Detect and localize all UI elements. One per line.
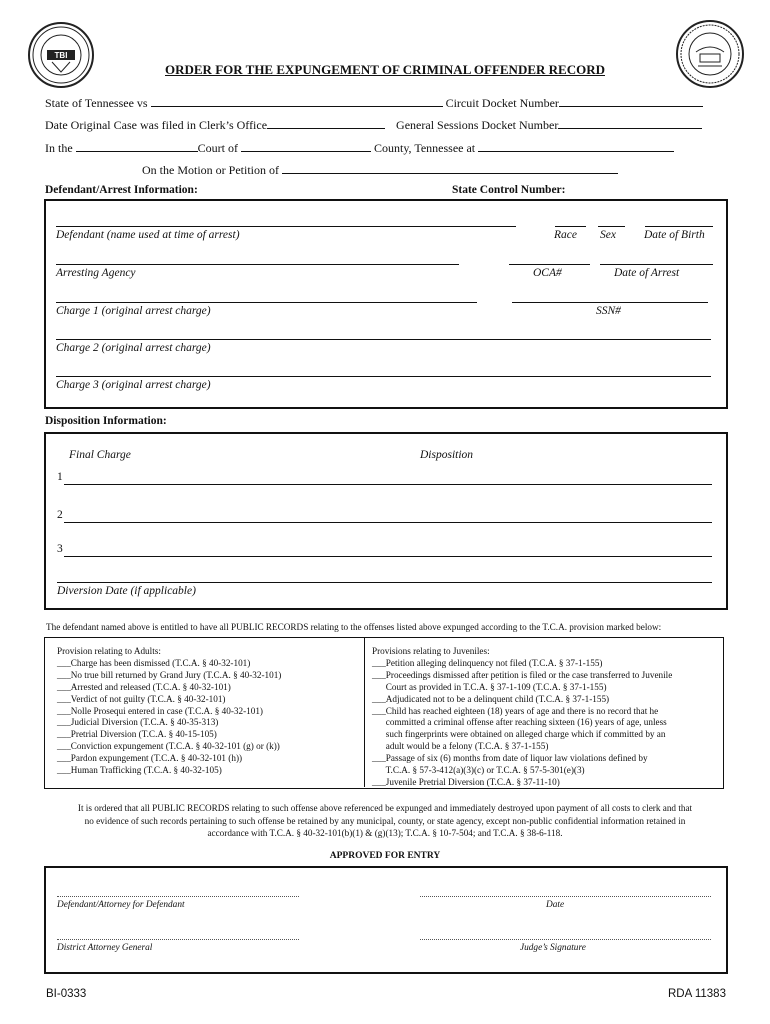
court-of-label: Court of (197, 141, 238, 155)
date-filed-label: Date Original Case was filed in Clerk’s Office (45, 118, 268, 132)
dob-label: Date of Birth (644, 229, 705, 241)
ssn-label: SSN# (596, 305, 621, 317)
circuit-docket-field[interactable] (559, 95, 703, 107)
adult-item[interactable]: ___Human Trafficking (T.C.A. § 40-32-105) (57, 765, 222, 776)
judge-signature-line[interactable] (420, 939, 711, 940)
court-line (45, 140, 674, 156)
juvenile-item[interactable]: such fingerprints were obtained on alleged charge which if committed by an (372, 729, 666, 740)
sex-label: Sex (600, 229, 616, 241)
row-number-3: 3 (57, 543, 63, 555)
sex-line[interactable] (598, 226, 625, 227)
order-text-line: no evidence of such records pertaining to such offense be retained by any municipal, county, or state agency, except non-public confidential information retained in (84, 815, 686, 826)
race-label: Race (554, 229, 577, 241)
adult-item[interactable]: ___Verdict of not guilty (T.C.A. § 40-32-101) (57, 693, 226, 704)
date-filed-field[interactable] (267, 117, 385, 129)
approved-heading: APPROVED FOR ENTRY (329, 851, 441, 861)
rda-number: RDA 11383 (668, 988, 726, 1000)
juvenile-provisions-heading: Provisions relating to Juveniles: (372, 646, 490, 656)
adult-item[interactable]: ___No true bill returned by Grand Jury (T.C.A. § 40-32-101) (57, 669, 282, 680)
defendant-name-line[interactable] (56, 226, 516, 227)
disposition-section-label: Disposition Information: (45, 415, 167, 427)
row-number-2: 2 (57, 509, 63, 521)
juvenile-provisions (372, 646, 672, 789)
juvenile-item[interactable]: ___Petition alleging delinquency not filed (T.C.A. § 37-1-155) (372, 657, 603, 668)
order-text-line: accordance with T.C.A. § 40-32-101(b)(1) & (g)(13); T.C.A. § 10-7-504; and T.C.A. § 38-6-118. (207, 828, 563, 838)
entitled-text: The defendant named above is entitled to have all PUBLIC RECORDS relating to the offenses listed above expunged according to the T.C.A. provision marked below: (46, 622, 662, 632)
order-text-line: It is ordered that all PUBLIC RECORDS relating to such offense above referenced be expunged and immediately destroyed upon payment of all costs to clerk and that (77, 803, 693, 813)
adult-item[interactable]: ___Judicial Diversion (T.C.A. § 40-35-313) (57, 717, 219, 728)
adult-provisions (57, 646, 281, 777)
charge1-label: Charge 1 (original arrest charge) (56, 305, 211, 317)
adult-item[interactable]: ___Arrested and released (T.C.A. § 40-32-101) (57, 681, 231, 692)
city-field[interactable] (478, 140, 674, 152)
disposition-row-2-line[interactable] (64, 522, 712, 523)
oca-line[interactable] (509, 264, 590, 265)
juvenile-item[interactable]: ___Child has reached eighteen (18) years of age and there is no record that he (372, 705, 659, 716)
county-label: County, Tennessee at (374, 141, 476, 155)
form-number: BI-0333 (46, 988, 87, 1000)
state-vs-label: State of Tennessee vs (45, 96, 148, 110)
judge-signature-label: Judge’s Signature (520, 943, 586, 953)
charge2-line[interactable] (56, 339, 711, 340)
svg-text:TBI: TBI (54, 51, 68, 60)
charge1-line[interactable] (56, 302, 477, 303)
general-sessions-field[interactable] (558, 117, 702, 129)
court-type-field[interactable] (76, 140, 198, 152)
diversion-line[interactable] (57, 582, 712, 583)
race-line[interactable] (555, 226, 586, 227)
juvenile-item[interactable]: committed a criminal offense after reaching sixteen (16) years of age, unless (372, 717, 667, 728)
final-charge-label: Final Charge (69, 449, 131, 461)
motion-line (142, 162, 618, 178)
page-title: ORDER FOR THE EXPUNGEMENT OF CRIMINAL OFFENDER RECORD (165, 62, 605, 77)
charge3-line[interactable] (56, 376, 711, 377)
adult-provisions-list (57, 658, 281, 777)
motion-field[interactable] (282, 162, 618, 174)
date-signature-line[interactable] (420, 896, 711, 897)
dob-line[interactable] (645, 226, 713, 227)
order-text (0, 802, 770, 840)
state-vs-line (45, 95, 703, 111)
provisions-divider (364, 637, 365, 787)
charge2-label: Charge 2 (original arrest charge) (56, 342, 211, 354)
motion-label: On the Motion or Petition of (142, 163, 279, 177)
da-signature-label: District Attorney General (57, 943, 153, 953)
disposition-label: Disposition (420, 449, 474, 461)
signatures-box (44, 866, 728, 974)
defendant-name-label: Defendant (name used at time of arrest) (56, 229, 240, 241)
agency-label: Arresting Agency (56, 267, 136, 279)
defendant-signature-line[interactable] (57, 896, 299, 897)
juvenile-item[interactable]: ___Adjudicated not to be a delinquent child (T.C.A. § 37-1-155) (372, 693, 610, 704)
adult-item[interactable]: ___Conviction expungement (T.C.A. § 40-32-101 (g) or (k)) (57, 741, 280, 752)
juvenile-provisions-list (372, 658, 672, 789)
tbi-seal-logo (28, 22, 94, 88)
adult-item[interactable]: ___Charge has been dismissed (T.C.A. § 40-32-101) (57, 657, 251, 668)
state-control-label: State Control Number: (452, 184, 566, 196)
defendant-signature-label: Defendant/Attorney for Defendant (57, 900, 185, 910)
date-signature-label: Date (546, 900, 565, 910)
row-number-1: 1 (57, 471, 63, 483)
date-arrest-line[interactable] (600, 264, 713, 265)
adult-item[interactable]: ___Pretrial Diversion (T.C.A. § 40-15-105) (57, 729, 217, 740)
adult-item[interactable]: ___Pardon expungement (T.C.A. § 40-32-101 (h)) (57, 753, 243, 764)
adult-provisions-heading: Provision relating to Adults: (57, 646, 161, 656)
juvenile-item[interactable]: Court as provided in T.C.A. § 37-1-109 (T.C.A. § 37-1-155) (372, 681, 607, 692)
disposition-row-1-line[interactable] (64, 484, 712, 485)
defendant-section-label: Defendant/Arrest Information: (45, 184, 198, 196)
juvenile-item[interactable]: ___Proceedings dismissed after petition is filed or the case transferred to Juvenile (372, 669, 673, 680)
date-filed-line (45, 117, 702, 133)
disposition-row-3-line[interactable] (64, 556, 712, 557)
da-signature-line[interactable] (57, 939, 299, 940)
agency-line[interactable] (56, 264, 459, 265)
defendant-name-field[interactable] (151, 95, 443, 107)
juvenile-item[interactable]: adult would be a felony (T.C.A. § 37-1-155) (372, 741, 549, 752)
general-sessions-label: General Sessions Docket Number (396, 118, 559, 132)
juvenile-item[interactable]: ___Juvenile Pretrial Diversion (T.C.A. § 37-11-10) (372, 776, 560, 787)
in-the-label: In the (45, 141, 73, 155)
circuit-docket-label: Circuit Docket Number (445, 96, 559, 110)
juvenile-item[interactable]: T.C.A. § 57-3-412(a)(3)(c) or T.C.A. § 57-5-301(e)(3) (372, 765, 585, 776)
county-field[interactable] (241, 140, 371, 152)
date-arrest-label: Date of Arrest (614, 267, 680, 279)
juvenile-item[interactable]: ___Passage of six (6) months from date of liquor law violations defined by (372, 753, 648, 764)
adult-item[interactable]: ___Nolle Prosequi entered in case (T.C.A. § 40-32-101) (57, 705, 263, 716)
diversion-label: Diversion Date (if applicable) (57, 585, 196, 597)
ssn-line[interactable] (512, 302, 708, 303)
disposition-box (44, 432, 728, 610)
charge3-label: Charge 3 (original arrest charge) (56, 379, 211, 391)
oca-label: OCA# (533, 267, 562, 279)
